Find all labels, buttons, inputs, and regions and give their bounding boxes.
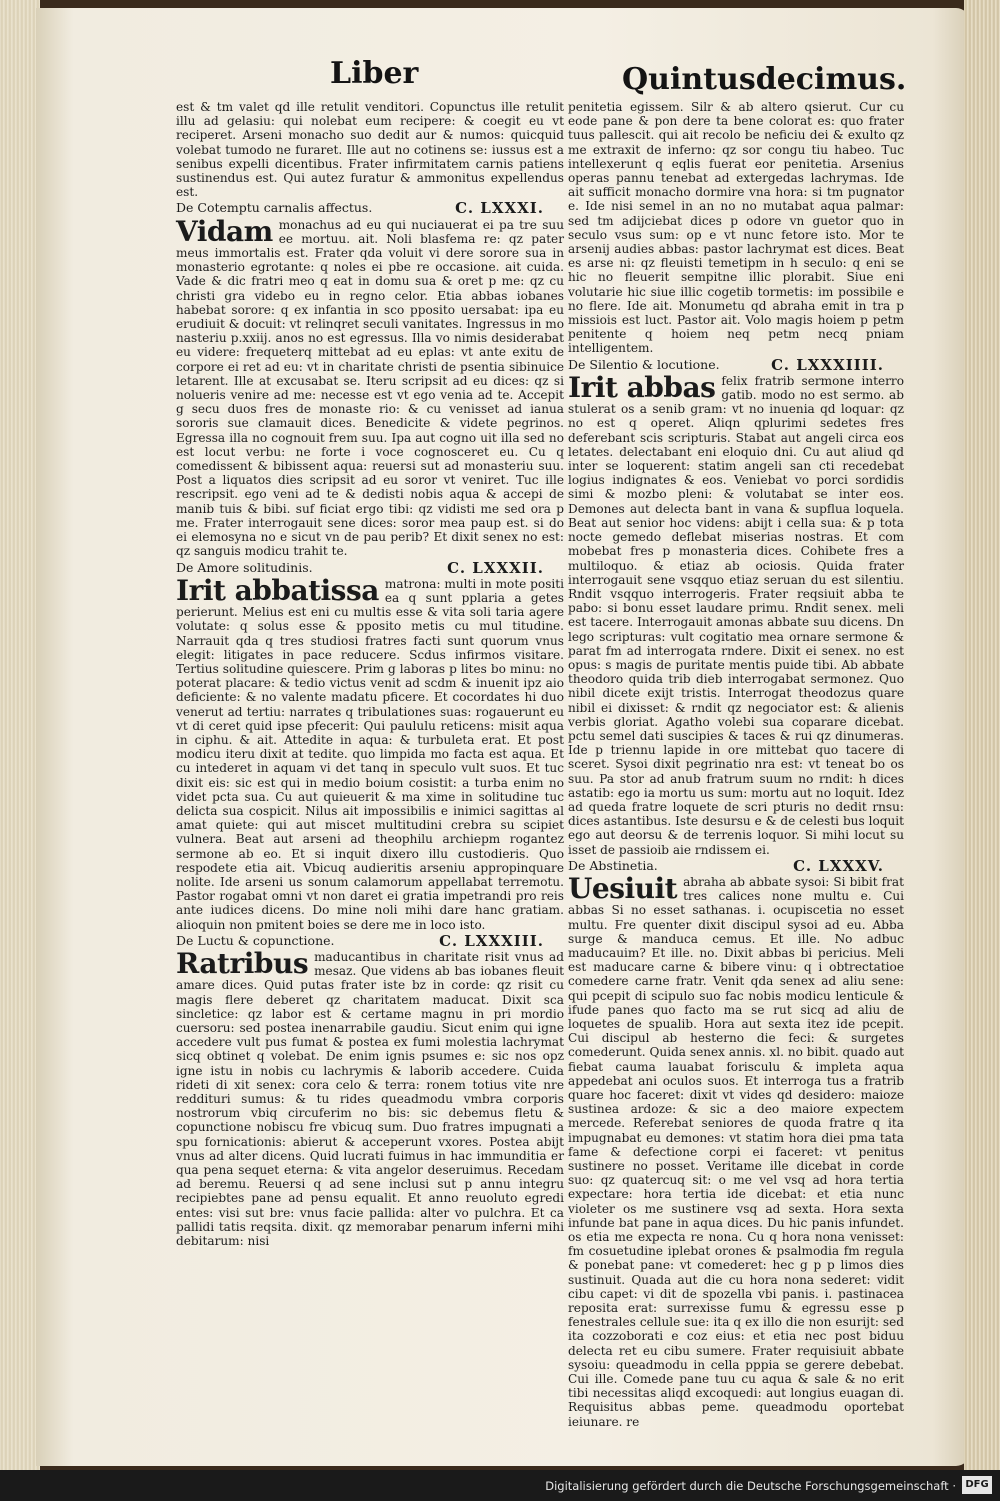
chapter-heading <box>176 931 564 950</box>
initial-word: Uesiuit <box>568 871 678 905</box>
chapter-paragraph <box>568 871 904 1429</box>
footer-credit: Digitalisierung gefördert durch die Deutsche Forschungsgemeinschaft · <box>545 1479 956 1493</box>
chapter-paragraph <box>176 573 565 932</box>
right-column <box>568 100 904 1429</box>
chapter-heading <box>568 355 904 374</box>
initial-word: Irit abbatissa <box>176 573 379 607</box>
dfg-logo: DFG <box>962 1476 992 1494</box>
text-paragraph: est & tm valet qd ille retulit venditori. Copunctus ille retulit illu ad gelasiu: qui nolebat eum recipere: & coegit eu vt reciperet. Arseni monacho suo dedit aur & numos: quicquid volebat tumodo ne furaret. Ille aut no cotinens se: iussus est a senibus expelli dicentibus. Frater infirmitatem carnis patiens sustinendus est. Qui autez furatur & ammonitus expellendus est. <box>176 100 564 200</box>
chapter-paragraph <box>176 946 564 1249</box>
chapter-number: C. LXXXIII. <box>439 931 544 950</box>
left-column <box>176 100 564 1248</box>
chapter-title: De Luctu & copunctione. <box>176 932 335 948</box>
paragraph-text: abraha ab abbate sysoi: Si bibit frat tres calices none multu e. Cui abbas Si no esset sathanas. i. ocupiscetia no esset multu. Fre quenter dixit discipul sysoi ad eu. Abba surge & manduca cemus. Et ille. No adbuc maducauim? Et ille. no. Dixit abbas bi pericius. Meli est maducare carne & bibere vinu: q i obtrectatioe comedere carne fratr. Venit qda senex ad aliu sene: qui pcepit di scipulo suo fac nobis modicu lenticule & ifude panes quo facto ma se rut sicq ad aliu de loquetes de spualib. Hora aut sexta itez ide pcepit. Cui discipul ab hesterno die feci: & surgetes comederunt. Quida senex annis. xl. no bibit. quado aut fiebat cauma lauabat forisculu & impleta aqua appedebat ani oculos suos. Et interroga tus a fratrib quare hoc faceret: dixit vt vides qd desidero: maioze sustinea ardoze: & sic a deo maiore expectem mercede. Referebat seniores de quoda fratre q ita impugnabat eu demones: vt statim hora diei pma tata fame & defectione corpi ei faceret: vt penitus sustinere no posset. Veritame ille dicebat in corde suo: qz quatercuq sit: o me vel vsq ad hora tertia expectare: hora tertia ide dicebat: et etia nunc violeter os me sustinere vsq ad sexta. Hora sexta infunde bat pane in aqua dices. Du hic panis infundet. os etia me expecta re nona. Cu q hora nona venisset: fm cosuetudine iplebat orones & psalmodia fm regula & ponebat pane: vt comederet: hec g p p limos dies sustinuit. Quada aut die cu hora nona sederet: vidit cibu capet: vi dit de spozella vbi panis. i. pastinacea reposita erat: surrexisse fumu & egressu esse p fenestrales cellule sue: ita q ex illo die non esurijt: sed ita cozzoborati e coz eius: et etia nec post biduu delecta ret eu cibu sumere. Frater requisiuit abbate sysoiu: queadmodu in cella pppia se gerere debebat. Cui ille. Comede pane tuu cu aqua & sale & no erit tibi necessitas aliqd excoquedi: aut longius euagan di. Requisitus abbas peme. queadmodu oportebat ieiunare. re <box>568 874 904 1429</box>
footer-bar <box>0 1470 1000 1501</box>
chapter-paragraph <box>176 214 564 559</box>
chapter-number: C. LXXXII. <box>447 558 544 577</box>
left-page-stack <box>0 0 40 1470</box>
chapter-number: C. LXXXV. <box>793 856 884 875</box>
initial-word: Vidam <box>176 214 273 248</box>
chapter-paragraph <box>568 370 904 857</box>
chapter-heading <box>568 856 904 875</box>
running-head-left: Liber <box>330 56 419 91</box>
paragraph-text: felix fratrib sermone interro gatib. modo no est sermo. ab stulerat os a senib gram: vt no inuenia qd loquar: qz no est q operet. Aliqn qplurimi sedetes fres deferebant scis scripturis. Stabat aut angeli circa eos letates. delectabant eni eloquio dni. Cu aut aliud qd inter se loquerent: statim angeli san cti recedebat logius indignates & eos. Veniebat vo porci sordidis simi & mozbo pleni: & volutabat se inter eos. Demones aut delecta bant in vana & supflua loquela. Beat aut senior hoc videns: abijt i cella sua: & p tota nocte gemedo deflebat miserias nostras. Et com mobebat fres p monasteria dices. Cohibete fres a multiloquo. & etiaz ab ociosis. Quida frater interrogauit sene vsqquo etiaz seruan du est silentiu. Rndit vsqquo interrogeris. Frater reqsiuit abba te pabo: si bonu esset laudare primu. Rndit senex. meli est tacere. Interrogauit amonas abbate suu dicens. Dn lego scripturas: vult cogitatio mea ornare sermone & parat fm ad interrogata rndere. Dixit ei senex. no est opus: s magis de puritate mentis puide tibi. Ab abbate theodoro quida trib dieb interrogabat sermonez. Quo nibil dicete exijt tristis. Interrogat theodozus quare nibil ei dixisset: & rndit qz negociator est: & alienis verbis gloriat. Agatho volebi sua coparare dicebat. pctu semel dati suscipies & taces & rui qz dinumeras. Ide p triennu lapide in ore mittebat quo tacere di sceret. Sysoi dixit pegrinatio nra est: vt teneat bo os suu. Pa stor ad anub fratrum suum no rndit: h dices astatib: ego ia mortu us sum: mortu aut no loquit. Idez ad queda fratre loquete de scri pturis no dedit rnsu: dices astantibus. Iste desursu e & de celesti bus loquit ego aut deorsu & de terrenis loquor. Si mihi locut su isset de passioib aie rndissem ei. <box>568 373 904 857</box>
paragraph-text: maducantibus in charitate risit vnus ad mesaz. Que videns ab bas iobanes fleuit amare dices. Quid putas frater iste bz in corde: qz risit cu magis flere deberet qz charitatem maducat. Dixit sca sincletice: qz labor est & certame magnu in pri mordio cuersoru: sed postea inenarrabile gaudiu. Sicut enim qui igne accedere vult pus fumat & postea ex fumi molestia lachrymat sicq obtinet q volebat. De enim ignis psumes e: sic nos opz igne istu in nobis cu lachrymis & laborib accedere. Cuida rideti di xit senex: cora celo & terra: ronem totius vite nre reddituri sumus: & tu rides queadmodu vmbra corporis nostrorum vbiq circuferim no bis: sic debemus fletu & copunctione nobiscu fre vbicuq sum. Duo fratres impugnati a spu fornicationis: abierut & acceperunt vxores. Postea abijt vnus ad alter dicens. Quid lucrati fuimus in hac immunditia er qua pena sequet eterna: & vita angelor deseruimus. Recedam ad beremu. Reuersi q ad sene inclusi sut p annu integru recipiebtes pane ad pensu equalit. Et anno reuoluto egredi entes: visi sut bre: vnus facie pallida: alter vo pulchra. Et ca pallidi tatis reqsita. dixit. qz memorabar penarum inferni mihi debitarum: nisi <box>176 949 564 1249</box>
chapter-title: De Amore solitudinis. <box>176 559 313 575</box>
chapter-title: De Silentio & locutione. <box>568 356 720 372</box>
initial-word: Ratribus <box>176 946 309 980</box>
chapter-heading <box>176 199 564 218</box>
right-page-stack <box>964 0 1000 1470</box>
chapter-number: C. LXXXI. <box>455 199 544 218</box>
text-paragraph: penitetia egissem. Silr & ab altero qsierut. Cur cu eode pane & pon dere ta bene colorat es: quo frater tuus pallescit. qui ait recolo be neficiu dei & exulto qz me extraxit de inferno: qz sor congu tiu habeo. Tuc intellexerunt q eqlis fuerat eor penitetia. Arsenius operas pannu tenebat ad extergedas lachrymas. Ide ait sufficit monacho dormire vna hora: si tm pugnator e. Ide nisi semel in an no no mutabat aqua palmar: sed tm adijciebat dices p odore vn guetor quo in seculo vsus sum: op e vt nunc fetore isto. Mor te arsenij audies abbas: pastor lachrymat est dices. Beat es arse ni: qz fleuisti temetipm in h seculo: q eni se hic no fleuerit sempitne illic plorabit. Siue eni volutarie hic siue illic cogetib tormetis: im possibile e no flere. Ide ait. Monumetu qd abraha emit in tra p missiois est luct. Pastor ait. Volo magis hoiem p petm penitente q hoiem neq petm necq pniam intelligentem. <box>568 100 904 356</box>
chapter-heading <box>176 558 564 577</box>
running-head-right: Quintusdecimus. <box>622 62 907 97</box>
chapter-title: De Abstinetia. <box>568 857 658 873</box>
initial-word: Irit abbas <box>568 370 716 404</box>
chapter-number: C. LXXXIIII. <box>771 355 884 374</box>
chapter-title: De Cotemptu carnalis affectus. <box>176 200 373 216</box>
paragraph-text: matrona: multi in mote positi ea q sunt pplaria a getes perierunt. Melius est eni cu multis esse & vita soli taria agere volutate: q solus esse & pposito metis cu mul titudine. Narrauit qda q tres studiosi fratres facti sunt quorum vnus elegit: litigates in pace reducere. Scdus infirmos visitare. Tertius solitudine quiescere. Prim g laboras p lites bo minu: no poterat placare: & tedio victus venit ad scdm & inuenit ipz aio deficiente: & no valente madatu pficere. Et cocordates hi duo venerut ad tertiu: narrates q tribulationes suas: rogauerunt eu vt di ceret quid ipse pfecerit: Qui paululu reticens: misit aqua in ciphu. & ait. Attedite in aqua: & turbuleta erat. Et post modicu iteru dixit at tedite. quo limpida mo facta est aqua. Et cu intederet in aquam vi det tanq in speculo vult suos. Et tuc dixit eis: sic est qui in medio boium cosistit: a turba enim no videt pcta sua. Cu aut quieuerit & ma xime in solitudine tuc delicta sua cospicit. Nilus ait impossibilis e inimici sagittas al amat quiete: qui aut miscet multitudini crebra su scipiet vulnera. Beat aut arseni ad theophilu archiepm rogantez sermone ab eo. Et si inquit dixero illu custodieris. Quo respodete etia ait. Vbicuq audieritis arseniu appropinquare nolite. Ide arseni us sonum calamorum appellabat terremotu. Pastor rogabat omni vt non daret ei gratia impetrandi pro reis ante iudices dicens. Do mine noli mihi dare hanc gratiam. alioquin non pmitent boies se dere me in loco isto. <box>176 576 565 932</box>
paragraph-text: monachus ad eu qui nuciauerat ei pa tre suu ee mortuu. ait. Noli blasfema re: qz pater meus immortalis est. Frater qda voluit vi dere sorore sua in monasterio egrotante: q noles ei pbe re occasione. ait cuida. Vade & dic fratri meo q eat in domu sua & oret p me: qz cu christi gra videbo eu in regno celor. Etia abbas iobanes habebat sorore: q ex infantia in sco pposito uersabat: ipa eu erudiuit & docuit: vt relinqret seculi vanitates. Ingressus in mo nasteriu p.xxiij. anos no est egressus. Illa vo nimis desiderabat eu videre: frequeterq mittebat ad eu eplas: vt ante exitu de corpore ei ret ad eu: vt in charitate christi de psentia sibinuice letarent. Ille at excusabat se. Iteru scripsit ad eu dices: qz si nolueris venire ad me: necesse est vt ego venia ad te. Accepit g secu duos fres de monaste rio: & cu venisset ad ianua sororis sue clamauit dices. Benedicite & videte pegrinos. Egressa illa no cognouit frem suu. Ipa aut cogno uit illa sed no est locut verbu: ne forte i voce cognosceret eu. Cu q comedissent & bibissent aqua: reuersi sut ad monasteriu suu. Post a liquatos dies scripsit ad eu soror vt veniret. Tuc ille rescripsit. ego veni ad te & dedisti nobis aqua & accepi de manib tuis & bibi. suf ficiat ergo tibi: qz vidisti me sed ora p me. Frater interrogauit sene dices: soror mea paup est. si do ei elemosyna no e sicut vn de pau perib? Et dixit senex no est: qz sanguis modicu trahit te. <box>176 217 564 559</box>
